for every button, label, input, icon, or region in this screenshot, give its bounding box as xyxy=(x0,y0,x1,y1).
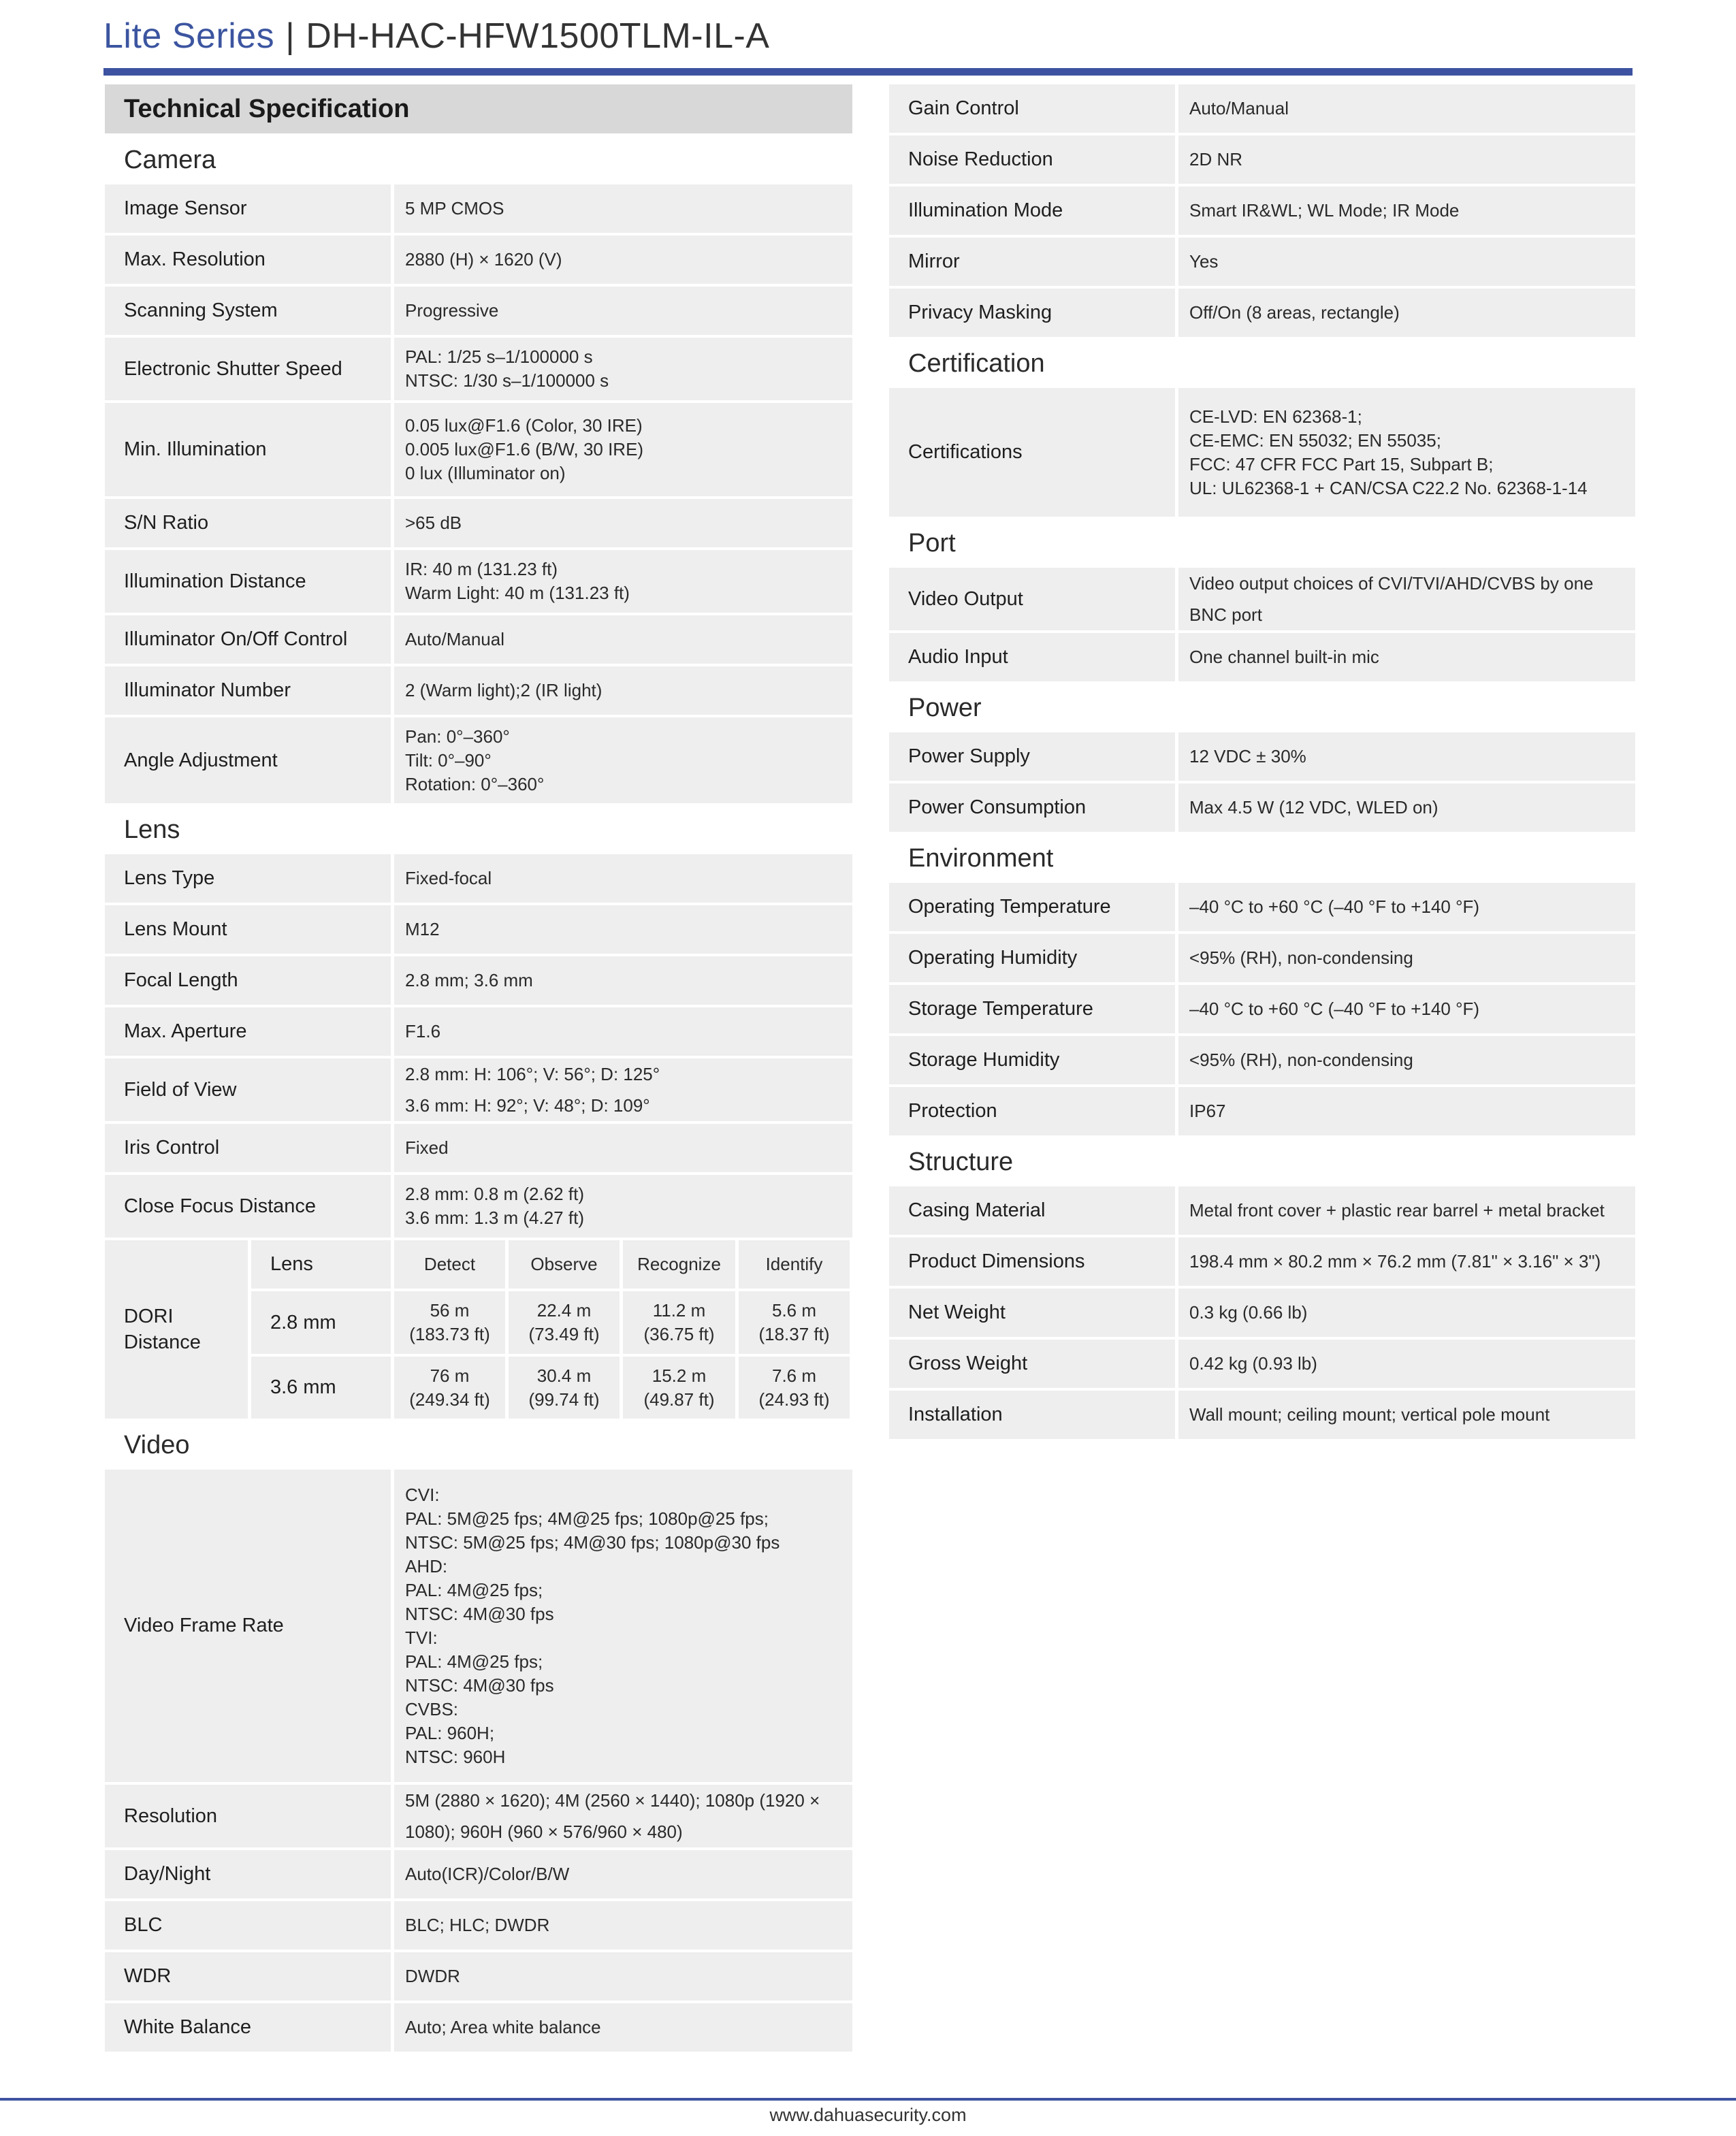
spec-value: Fixed-focal xyxy=(394,854,852,903)
page-header xyxy=(103,12,770,60)
spec-row xyxy=(889,732,1635,781)
spec-value: 0.42 kg (0.93 lb) xyxy=(1178,1340,1635,1388)
spec-row xyxy=(889,883,1635,931)
spec-label: Video Frame Rate xyxy=(105,1470,391,1782)
spec-label: Angle Adjustment xyxy=(105,717,391,803)
spec-label: Privacy Masking xyxy=(889,289,1175,337)
section-title-video: Video xyxy=(124,1431,190,1459)
dori-header: Observe xyxy=(509,1240,620,1289)
spec-label: Mirror xyxy=(889,238,1175,286)
spec-value: –40 °C to +60 °C (–40 °F to +140 °F) xyxy=(1178,883,1635,931)
spec-row xyxy=(889,289,1635,337)
spec-row xyxy=(105,287,852,335)
spec-value: Auto(ICR)/Color/B/W xyxy=(394,1850,852,1898)
left-column xyxy=(105,84,852,2054)
spec-row xyxy=(105,1785,852,1847)
spec-label: Gain Control xyxy=(889,84,1175,133)
spec-label: Illumination Distance xyxy=(105,550,391,613)
spec-row xyxy=(105,499,852,547)
spec-value: Video output choices of CVI/TVI/AHD/CVBS by one BNC port xyxy=(1178,568,1635,630)
section-title-certification: Certification xyxy=(908,349,1045,378)
dori-cell: 76 m (249.34 ft) xyxy=(394,1357,505,1419)
spec-row xyxy=(105,1058,852,1121)
spec-row xyxy=(105,1007,852,1056)
spec-label: WDR xyxy=(105,1952,391,2001)
header-rule xyxy=(103,68,1633,76)
spec-value: Fixed xyxy=(394,1124,852,1172)
spec-value: 2.8 mm; 3.6 mm xyxy=(394,956,852,1005)
dori-header: Detect xyxy=(394,1240,505,1289)
dori-lens: 3.6 mm xyxy=(251,1357,391,1419)
spec-value: BLC; HLC; DWDR xyxy=(394,1901,852,1949)
spec-row xyxy=(105,1124,852,1172)
spec-row xyxy=(105,338,852,400)
spec-value: One channel built-in mic xyxy=(1178,633,1635,681)
title-separator: | xyxy=(285,16,295,56)
footer-rule xyxy=(0,2098,1736,2101)
spec-row xyxy=(889,1036,1635,1084)
spec-value: 5M (2880 × 1620); 4M (2560 × 1440); 1080p (1920 × 1080); 960H (960 × 576/960 × 480) xyxy=(394,1785,852,1847)
spec-value: Yes xyxy=(1178,238,1635,286)
spec-label: Casing Material xyxy=(889,1186,1175,1235)
spec-row xyxy=(105,550,852,613)
spec-value: Off/On (8 areas, rectangle) xyxy=(1178,289,1635,337)
spec-row xyxy=(105,905,852,954)
spec-value: Progressive xyxy=(394,287,852,335)
section-title-port: Port xyxy=(908,529,956,557)
dori-header: Recognize xyxy=(623,1240,735,1289)
spec-row xyxy=(105,184,852,233)
spec-row xyxy=(889,238,1635,286)
spec-label: Installation xyxy=(889,1391,1175,1439)
dori-header-row xyxy=(251,1240,852,1289)
spec-label: Illuminator Number xyxy=(105,666,391,715)
footer-url[interactable]: www.dahuasecurity.com xyxy=(769,2105,967,2125)
spec-value: <95% (RH), non-condensing xyxy=(1178,1036,1635,1084)
dori-label: DORI Distance xyxy=(105,1240,248,1419)
spec-row xyxy=(105,717,852,803)
spec-row xyxy=(889,1289,1635,1337)
spec-row xyxy=(889,1186,1635,1235)
spec-row xyxy=(105,956,852,1005)
spec-row xyxy=(105,666,852,715)
spec-label: Illumination Mode xyxy=(889,187,1175,235)
spec-label: Iris Control xyxy=(105,1124,391,1172)
spec-value: Smart IR&WL; WL Mode; IR Mode xyxy=(1178,187,1635,235)
spec-value: 2.8 mm: H: 106°; V: 56°; D: 125° 3.6 mm: H: 92°; V: 48°; D: 109° xyxy=(394,1058,852,1121)
spec-label: S/N Ratio xyxy=(105,499,391,547)
spec-row xyxy=(889,633,1635,681)
spec-row xyxy=(105,1901,852,1949)
section-title-environment: Environment xyxy=(908,844,1054,873)
spec-label: Product Dimensions xyxy=(889,1237,1175,1286)
spec-value: IR: 40 m (131.23 ft) Warm Light: 40 m (131.23 ft) xyxy=(394,550,852,613)
dori-cell: 5.6 m (18.37 ft) xyxy=(739,1291,850,1354)
spec-label: White Balance xyxy=(105,2003,391,2052)
spec-value: IP67 xyxy=(1178,1087,1635,1135)
spec-row xyxy=(105,1470,852,1782)
spec-label: Storage Temperature xyxy=(889,985,1175,1033)
spec-row xyxy=(889,934,1635,982)
spec-label: Focal Length xyxy=(105,956,391,1005)
dori-cell: 22.4 m (73.49 ft) xyxy=(509,1291,620,1354)
spec-value: F1.6 xyxy=(394,1007,852,1056)
spec-row xyxy=(889,1237,1635,1286)
spec-value: Metal front cover + plastic rear barrel + metal bracket xyxy=(1178,1186,1635,1235)
section-title-camera: Camera xyxy=(124,146,216,174)
spec-value: Max 4.5 W (12 VDC, WLED on) xyxy=(1178,783,1635,832)
spec-value: 2.8 mm: 0.8 m (2.62 ft) 3.6 mm: 1.3 m (4.27 ft) xyxy=(394,1175,852,1237)
spec-row xyxy=(889,388,1635,517)
spec-row xyxy=(105,615,852,664)
spec-value: 2 (Warm light);2 (IR light) xyxy=(394,666,852,715)
spec-value: Auto/Manual xyxy=(1178,84,1635,133)
dori-cell: 11.2 m (36.75 ft) xyxy=(623,1291,735,1354)
spec-title: Technical Specification xyxy=(105,84,852,133)
spec-label: Day/Night xyxy=(105,1850,391,1898)
dori-header: Identify xyxy=(739,1240,850,1289)
spec-value: 0.05 lux@F1.6 (Color, 30 IRE) 0.005 lux@F1.6 (B/W, 30 IRE) 0 lux (Illuminator on) xyxy=(394,403,852,496)
spec-label: Lens Mount xyxy=(105,905,391,954)
spec-value: 2D NR xyxy=(1178,135,1635,184)
spec-label: Net Weight xyxy=(889,1289,1175,1337)
dori-row xyxy=(251,1357,852,1419)
spec-label: Electronic Shutter Speed xyxy=(105,338,391,400)
spec-value: >65 dB xyxy=(394,499,852,547)
spec-value: PAL: 1/25 s–1/100000 s NTSC: 1/30 s–1/100000 s xyxy=(394,338,852,400)
section-title-lens: Lens xyxy=(124,815,180,844)
section-title-power: Power xyxy=(908,694,982,722)
spec-value: 198.4 mm × 80.2 mm × 76.2 mm (7.81" × 3.16" × 3") xyxy=(1178,1237,1635,1286)
spec-label: Scanning System xyxy=(105,287,391,335)
model-number: DH-HAC-HFW1500TLM-IL-A xyxy=(306,16,770,56)
spec-row xyxy=(105,2003,852,2052)
spec-row xyxy=(105,1952,852,2001)
spec-value: CE-LVD: EN 62368-1; CE-EMC: EN 55032; EN 55035; FCC: 47 CFR FCC Part 15, Subpart B; UL: UL62368-1 + CAN/CSA C22.2 No. 62368-1-14 xyxy=(1178,388,1635,517)
spec-label: Operating Temperature xyxy=(889,883,1175,931)
spec-value: –40 °C to +60 °C (–40 °F to +140 °F) xyxy=(1178,985,1635,1033)
spec-label: Video Output xyxy=(889,568,1175,630)
spec-label: Max. Aperture xyxy=(105,1007,391,1056)
spec-row xyxy=(889,783,1635,832)
spec-value: Auto; Area white balance xyxy=(394,2003,852,2052)
dori-table xyxy=(105,1240,852,1419)
spec-value: Auto/Manual xyxy=(394,615,852,664)
spec-label: Operating Humidity xyxy=(889,934,1175,982)
spec-label: Storage Humidity xyxy=(889,1036,1175,1084)
spec-label: BLC xyxy=(105,1901,391,1949)
spec-value: M12 xyxy=(394,905,852,954)
spec-label: Close Focus Distance xyxy=(105,1175,391,1237)
spec-value: CVI: PAL: 5M@25 fps; 4M@25 fps; 1080p@25 fps; NTSC: 5M@25 fps; 4M@30 fps; 1080p@30 fps AHD: PAL: 4M@25 fps; NTSC: 4M@30 fps TVI: PAL: 4M@25 fps; NTSC: 4M@30 fps CVBS: PAL: 960H; NTSC: 960H xyxy=(394,1470,852,1782)
spec-row xyxy=(889,84,1635,133)
dori-lens: 2.8 mm xyxy=(251,1291,391,1354)
section-title-structure: Structure xyxy=(908,1148,1014,1176)
spec-value: 12 VDC ± 30% xyxy=(1178,732,1635,781)
spec-label: Gross Weight xyxy=(889,1340,1175,1388)
spec-value: DWDR xyxy=(394,1952,852,2001)
spec-row xyxy=(889,985,1635,1033)
spec-label: Certifications xyxy=(889,388,1175,517)
dori-row xyxy=(251,1291,852,1354)
spec-row xyxy=(889,187,1635,235)
dori-cell: 15.2 m (49.87 ft) xyxy=(623,1357,735,1419)
spec-value: Pan: 0°–360° Tilt: 0°–90° Rotation: 0°–360° xyxy=(394,717,852,803)
spec-label: Min. Illumination xyxy=(105,403,391,496)
spec-label: Audio Input xyxy=(889,633,1175,681)
spec-row xyxy=(105,1850,852,1898)
spec-label: Max. Resolution xyxy=(105,236,391,284)
dori-cell: 30.4 m (99.74 ft) xyxy=(509,1357,620,1419)
spec-label: Illuminator On/Off Control xyxy=(105,615,391,664)
spec-label: Resolution xyxy=(105,1785,391,1847)
spec-row xyxy=(105,403,852,496)
spec-row xyxy=(889,1087,1635,1135)
spec-row xyxy=(889,1391,1635,1439)
dori-cell: 7.6 m (24.93 ft) xyxy=(739,1357,850,1419)
spec-label: Power Consumption xyxy=(889,783,1175,832)
dori-cell: 56 m (183.73 ft) xyxy=(394,1291,505,1354)
spec-row xyxy=(889,135,1635,184)
spec-value: 5 MP CMOS xyxy=(394,184,852,233)
spec-label: Protection xyxy=(889,1087,1175,1135)
spec-row xyxy=(105,854,852,903)
spec-row xyxy=(105,236,852,284)
spec-label: Power Supply xyxy=(889,732,1175,781)
spec-value: Wall mount; ceiling mount; vertical pole mount xyxy=(1178,1391,1635,1439)
spec-label: Lens Type xyxy=(105,854,391,903)
right-column xyxy=(889,84,1635,1442)
spec-value: <95% (RH), non-condensing xyxy=(1178,934,1635,982)
spec-row xyxy=(105,1175,852,1237)
spec-row xyxy=(889,568,1635,630)
spec-label: Noise Reduction xyxy=(889,135,1175,184)
spec-row xyxy=(889,1340,1635,1388)
spec-label: Field of View xyxy=(105,1058,391,1121)
spec-label: Image Sensor xyxy=(105,184,391,233)
series-name: Lite Series xyxy=(103,16,275,56)
dori-header: Lens xyxy=(251,1240,391,1289)
spec-value: 2880 (H) × 1620 (V) xyxy=(394,236,852,284)
spec-value: 0.3 kg (0.66 lb) xyxy=(1178,1289,1635,1337)
